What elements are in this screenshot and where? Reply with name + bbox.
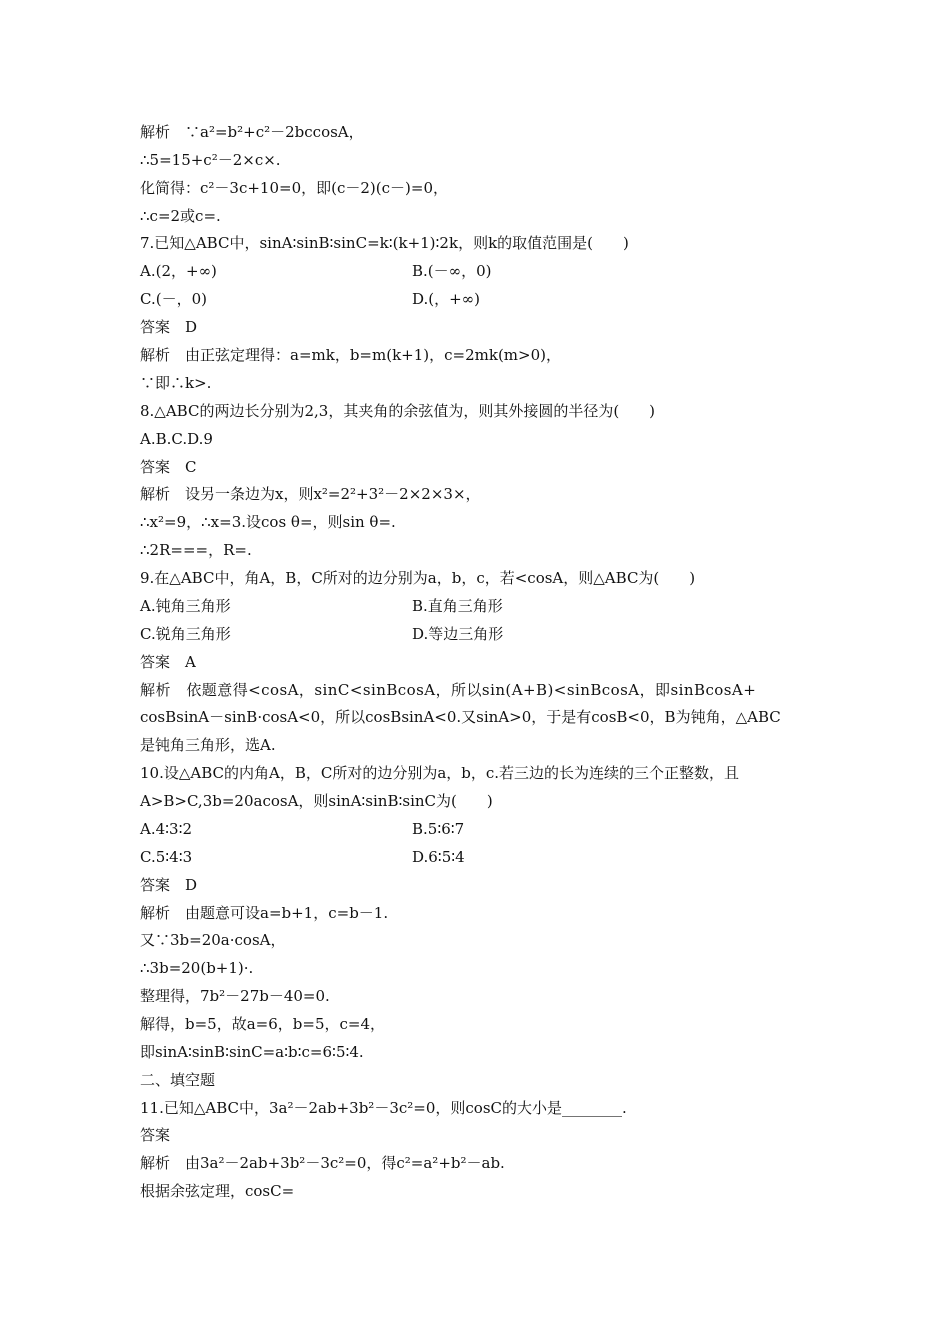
answer-line: 答案 D — [140, 318, 198, 336]
option-a: A.(2，+∞) — [140, 262, 217, 280]
text-line: ∴2R===，R=. — [140, 541, 252, 559]
option-c: C.(－，0) — [140, 290, 207, 308]
text-line: ∴x²=9，∴x=3.设cos θ=，则sin θ=. — [140, 513, 396, 531]
option-a: A.钝角三角形 — [140, 597, 231, 615]
question-8: 8.△ABC的两边长分别为2,3，其夹角的余弦值为，则其外接圆的半径为( ) — [140, 402, 656, 420]
option-d: D.6∶5∶4 — [412, 848, 465, 866]
options-line: A.B.C.D.9 — [140, 430, 213, 448]
text-line: 是钝角三角形，选A. — [140, 736, 276, 754]
text-line: A>B>C,3b=20acosA，则sinA∶sinB∶sinC为( ) — [140, 792, 493, 810]
question-7: 7.已知△ABC中，sinA∶sinB∶sinC=k∶(k+1)∶2k，则k的取值范围是( ) — [140, 234, 629, 252]
answer-line: 答案 C — [140, 458, 197, 476]
option-d: D.等边三角形 — [412, 625, 504, 643]
text-line: ∴3b=20(b+1)·. — [140, 959, 254, 977]
text-line: 解析 设另一条边为x，则x²=2²+3²－2×2×3×， — [140, 485, 481, 503]
option-d: D.(，+∞) — [412, 290, 481, 308]
text-line: 解得，b=5，故a=6，b=5，c=4， — [140, 1015, 385, 1033]
question-11: 11.已知△ABC中，3a²－2ab+3b²－3c²=0，则cosC的大小是________. — [140, 1099, 627, 1117]
text-line: ∵即∴k>. — [140, 374, 212, 392]
text-line: 整理得，7b²－27b－40=0. — [140, 987, 330, 1005]
text-line: 化简得：c²－3c+10=0，即(c－2)(c－)=0， — [140, 179, 448, 197]
text-line: 又∵3b=20a·cosA， — [140, 931, 286, 949]
option-b: B.(－∞，0) — [412, 262, 492, 280]
text-line: cosBsinA－sinB·cosA<0，所以cosBsinA<0.又sinA>0，于是有cosB<0，B为钝角，△ABC — [140, 708, 781, 726]
option-c: C.锐角三角形 — [140, 625, 231, 643]
text-line: 解析 依题意得<cosA，sinC<sinBcosA，所以sin(A+B)<sinBcosA，即sinBcosA+ — [140, 681, 757, 699]
section-heading: 二、填空题 — [140, 1071, 216, 1089]
text-line: 解析 ∵a²=b²+c²－2bccosA， — [140, 123, 364, 141]
option-c: C.5∶4∶3 — [140, 848, 193, 866]
text-line: ∴c=2或c=. — [140, 207, 221, 225]
text-line: 解析 由正弦定理得：a=mk，b=m(k+1)，c=2mk(m>0)， — [140, 346, 561, 364]
question-10: 10.设△ABC的内角A，B，C所对的边分别为a，b，c.若三边的长为连续的三个正整数，且 — [140, 764, 740, 782]
text-line: 解析 由题意可设a=b+1，c=b－1. — [140, 904, 389, 922]
text-line: ∴5=15+c²－2×c×. — [140, 151, 281, 169]
option-b: B.5∶6∶7 — [412, 820, 465, 838]
text-line: 即sinA∶sinB∶sinC=a∶b∶c=6∶5∶4. — [140, 1043, 364, 1061]
answer-line: 答案 D — [140, 876, 198, 894]
question-9: 9.在△ABC中，角A，B，C所对的边分别为a，b，c，若<cosA，则△ABC为( ) — [140, 569, 696, 587]
text-line: 根据余弦定理，cosC= — [140, 1182, 295, 1200]
answer-line: 答案 A — [140, 653, 196, 671]
answer-line: 答案 — [140, 1126, 171, 1144]
option-b: B.直角三角形 — [412, 597, 503, 615]
option-a: A.4∶3∶2 — [140, 820, 193, 838]
text-line: 解析 由3a²－2ab+3b²－3c²=0，得c²=a²+b²－ab. — [140, 1154, 505, 1172]
